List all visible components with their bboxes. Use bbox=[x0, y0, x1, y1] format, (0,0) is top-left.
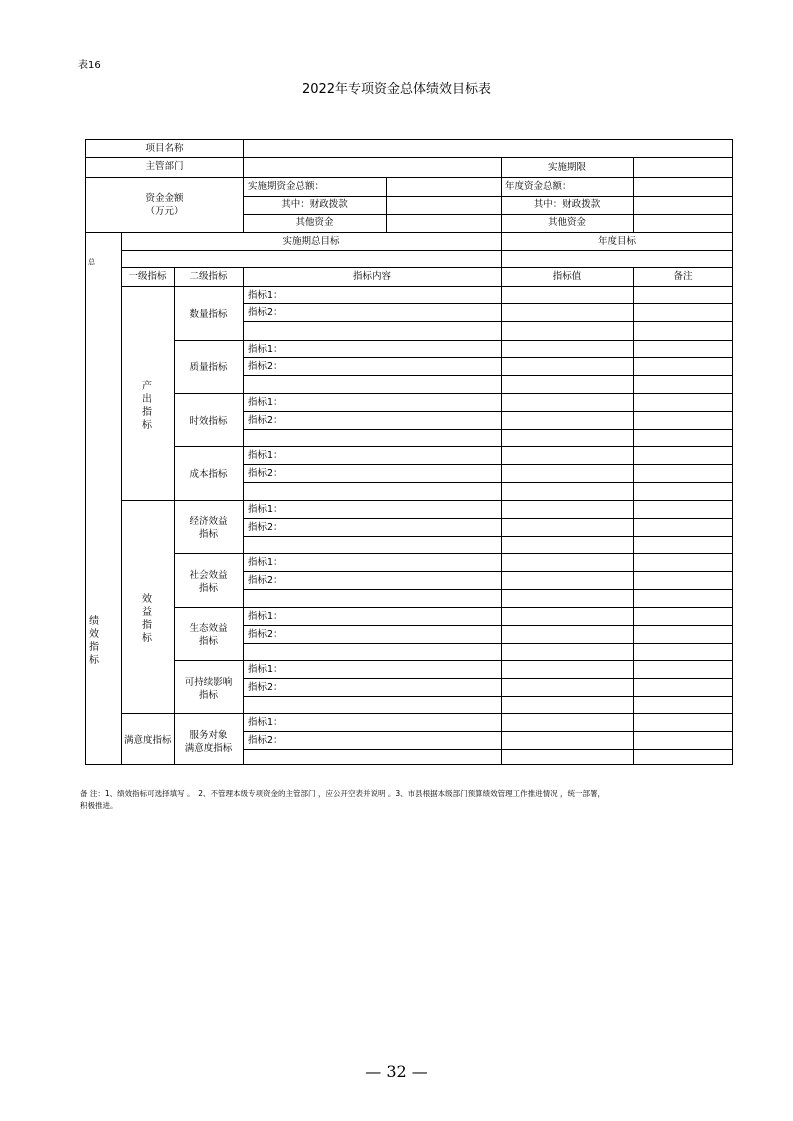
other-funds-label: 其他资金 bbox=[295, 217, 334, 228]
footnote-line-2: 积极推进。 bbox=[80, 801, 118, 810]
page-title: 2022年专项资金总体绩效目标表 bbox=[301, 82, 492, 97]
indicator-2-label: 指标2： bbox=[248, 522, 283, 533]
fund-amount-label: 资金金额 （万元） bbox=[145, 193, 184, 217]
table-footnote bbox=[80, 788, 730, 812]
footnote-line-1: 备 注：1、绩效指标可选择填写 。 2、不管理本级专项资金的主管部门 ，应公开空表并说明 。3、市县根据本级部门预算绩效管理工作推进情况 ，统一部署， bbox=[80, 789, 605, 798]
indicator-1-label: 指标1： bbox=[248, 557, 283, 568]
indicator-2-label: 指标2： bbox=[248, 682, 283, 693]
level2-timeliness: 时效指标 bbox=[189, 416, 228, 427]
period-label: 实施期限 bbox=[547, 162, 586, 173]
level2-ecological: 生态效益 指标 bbox=[189, 623, 228, 647]
project-name-label: 项目名称 bbox=[145, 143, 184, 154]
indicator-2-label: 指标2： bbox=[248, 415, 283, 426]
level2-quality: 质量指标 bbox=[189, 362, 228, 373]
side-label-performance: 绩效指标 bbox=[89, 616, 99, 666]
col-level1: 一级指标 bbox=[128, 271, 167, 282]
performance-goal-table bbox=[85, 139, 733, 765]
indicator-1-label: 指标1： bbox=[248, 290, 283, 301]
indicator-1-label: 指标1： bbox=[248, 344, 283, 355]
level2-sustainable: 可持续影响 指标 bbox=[184, 677, 233, 701]
indicator-2-label: 指标2： bbox=[248, 575, 283, 586]
level2-economic: 经济效益 指标 bbox=[189, 516, 228, 540]
department-label: 主管部门 bbox=[145, 161, 184, 172]
col-remark: 备注 bbox=[673, 271, 693, 282]
period-fund-total-label: 实施期资金总额： bbox=[248, 181, 325, 192]
indicator-1-label: 指标1： bbox=[248, 504, 283, 515]
page-number: — 32 — bbox=[365, 1062, 428, 1081]
indicator-1-label: 指标1： bbox=[248, 450, 283, 461]
level2-quantity: 数量指标 bbox=[189, 309, 228, 320]
fiscal-allocation-label: 其中：财政拨款 bbox=[281, 199, 348, 210]
table-number: 表16 bbox=[78, 60, 101, 71]
annual-fund-total-label: 年度资金总额： bbox=[505, 181, 572, 192]
level1-benefit: 效益指标 bbox=[142, 594, 152, 644]
indicator-2-label: 指标2： bbox=[248, 468, 283, 479]
indicator-1-label: 指标1： bbox=[248, 397, 283, 408]
level1-output: 产出指标 bbox=[142, 381, 152, 431]
indicator-1-label: 指标1： bbox=[248, 664, 283, 675]
level2-social: 社会效益 指标 bbox=[189, 570, 228, 594]
col-indicator-value: 指标值 bbox=[552, 271, 582, 282]
col-indicator-content: 指标内容 bbox=[352, 271, 391, 282]
fiscal-allocation-label-annual: 其中：财政拨款 bbox=[533, 199, 601, 210]
indicator-2-label: 指标2： bbox=[248, 735, 283, 746]
indicator-2-label: 指标2： bbox=[248, 629, 283, 640]
other-funds-label-annual: 其他资金 bbox=[547, 217, 586, 228]
level2-cost: 成本指标 bbox=[189, 469, 228, 480]
period-goal-label: 实施期总目标 bbox=[282, 236, 340, 247]
indicator-2-label: 指标2： bbox=[248, 307, 283, 318]
indicator-2-label: 指标2： bbox=[248, 361, 283, 372]
annual-goal-label: 年度目标 bbox=[597, 236, 636, 247]
level1-satisfaction: 满意度指标 bbox=[124, 735, 172, 746]
col-level2: 二级指标 bbox=[189, 271, 228, 282]
level2-service-satisfaction: 服务对象 满意度指标 bbox=[184, 730, 233, 754]
indicator-1-label: 指标1： bbox=[248, 611, 283, 622]
side-label-goal: 总 bbox=[88, 258, 95, 266]
indicator-1-label: 指标1： bbox=[248, 717, 283, 728]
